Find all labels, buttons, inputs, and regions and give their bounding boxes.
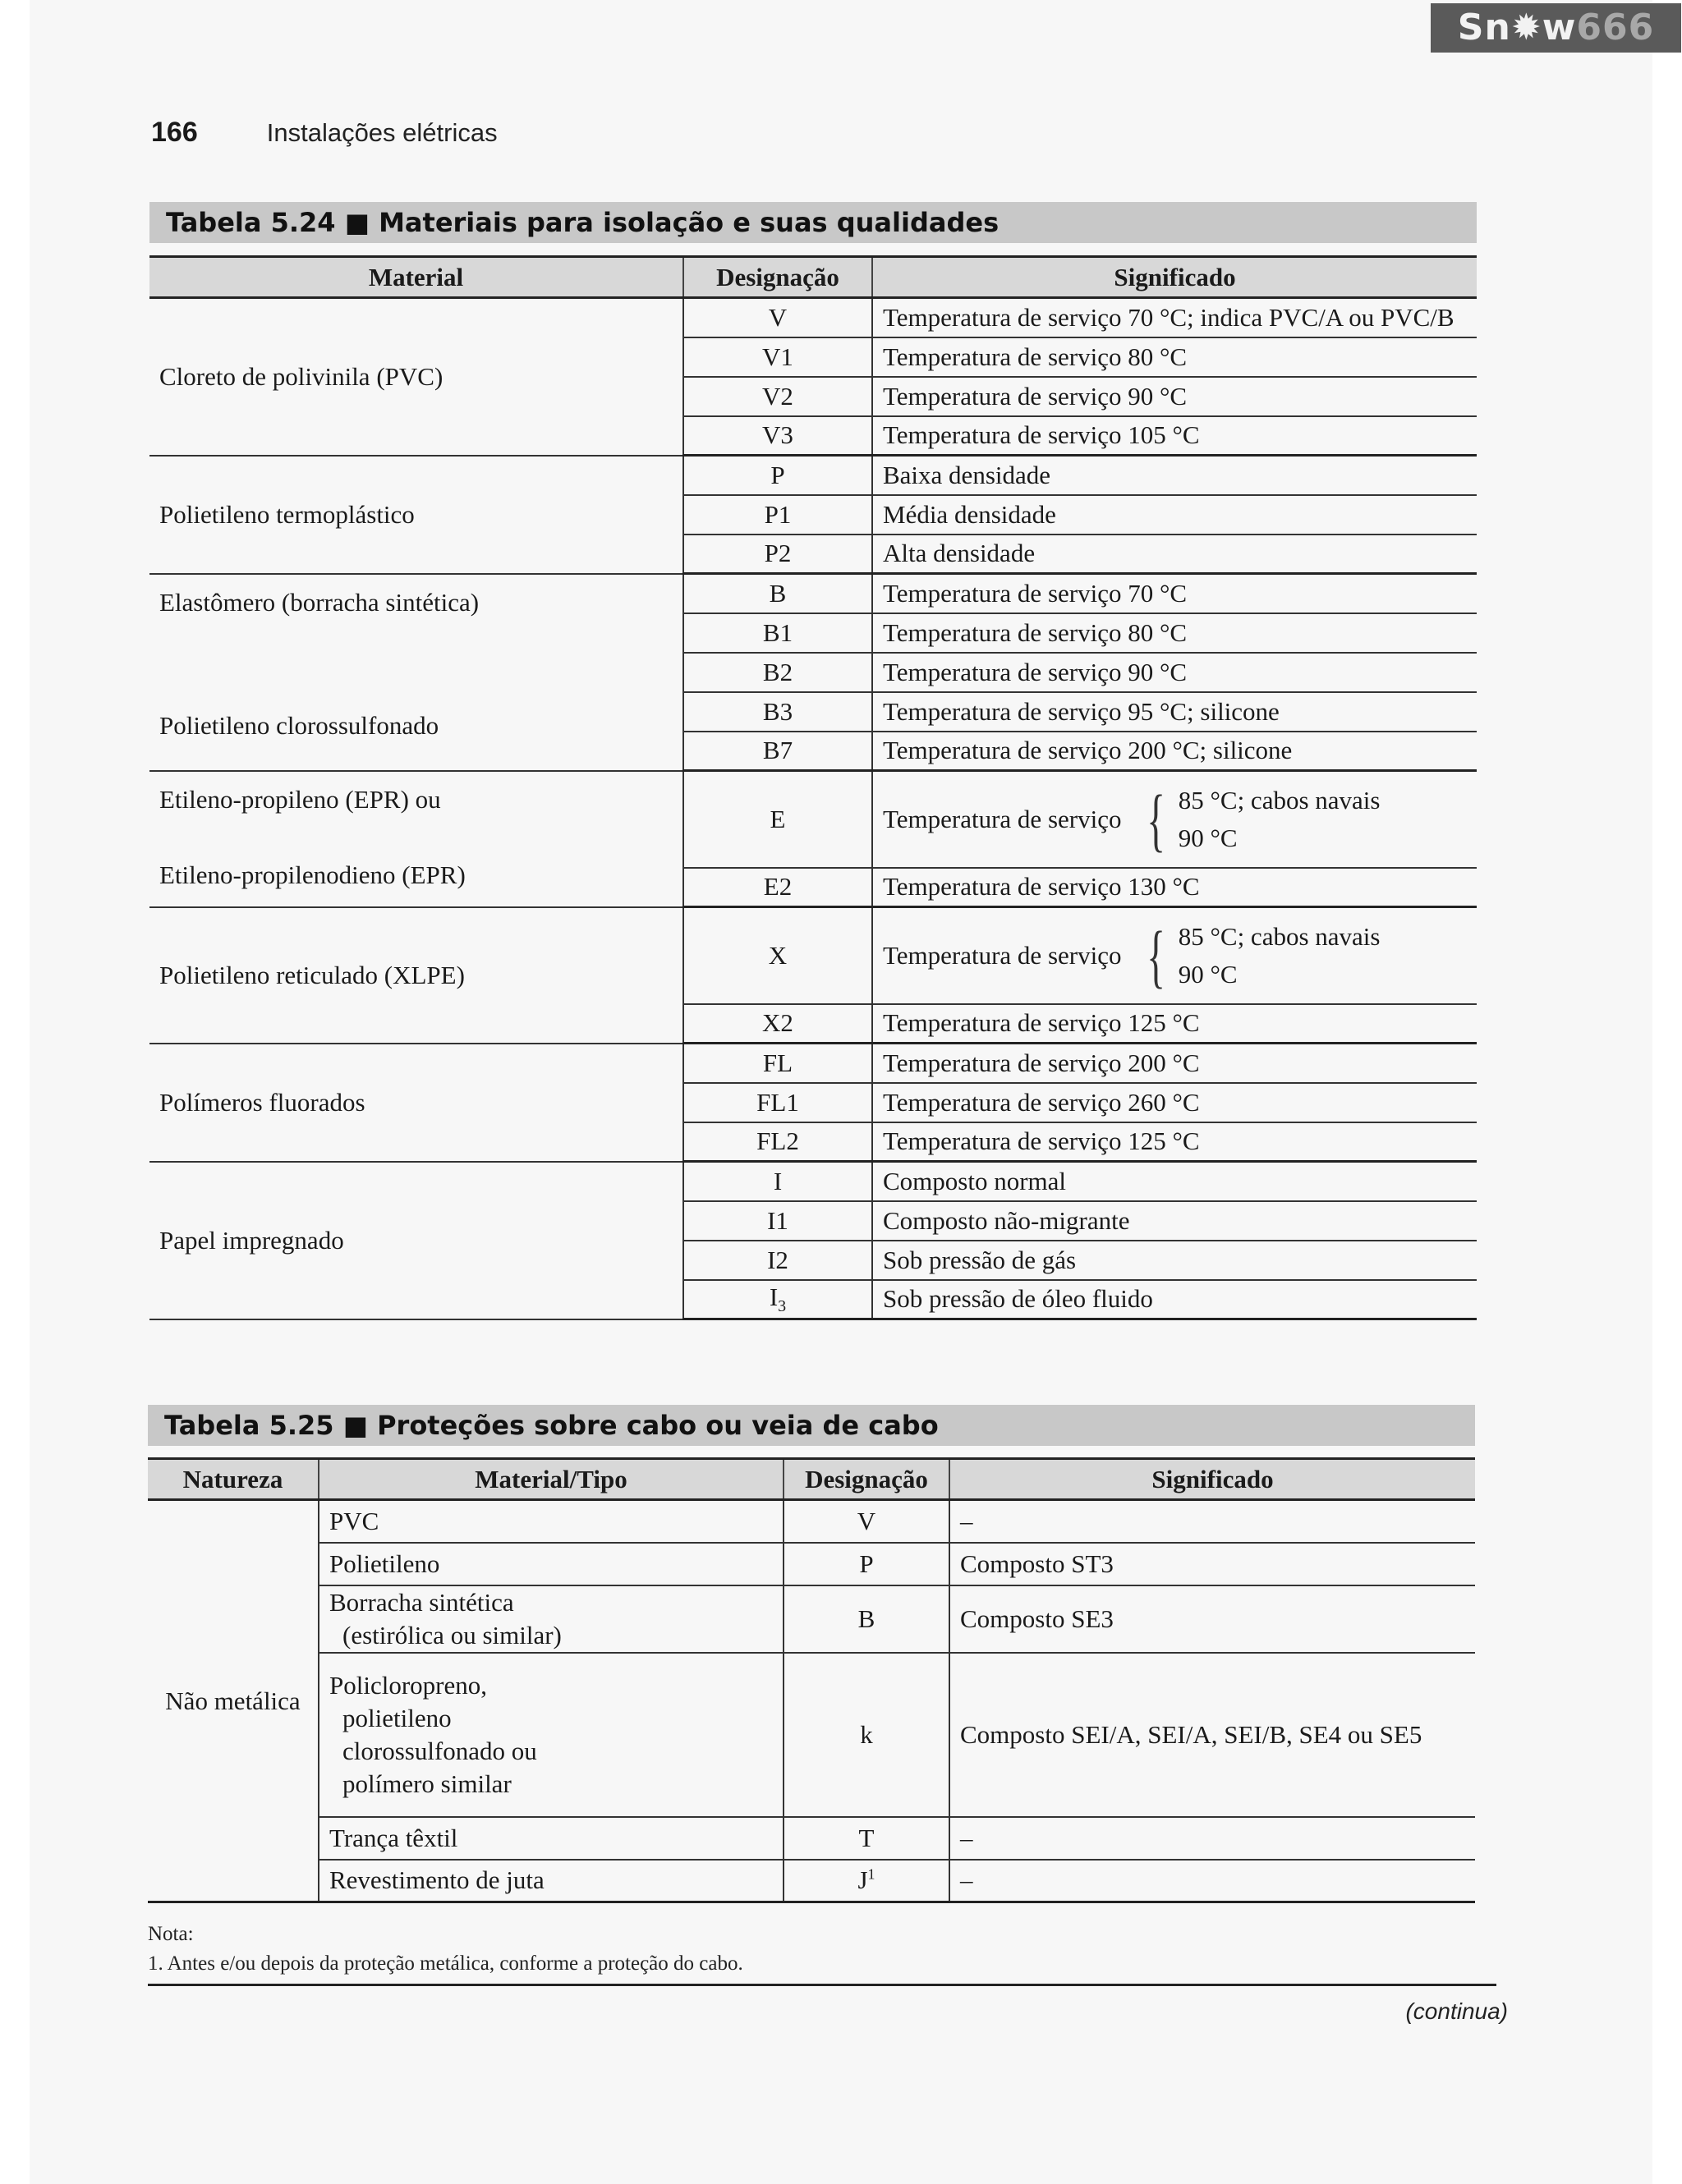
meaning-cell: Temperatura de serviço 80 °C (872, 613, 1477, 653)
designation-cell (683, 732, 872, 771)
designation-cell (683, 416, 872, 456)
meaning-cell: Sob pressão de óleo fluido (872, 1280, 1477, 1319)
designation-code: P (770, 460, 785, 489)
material-cell (149, 574, 683, 771)
material-name: Etileno-propilenodieno (EPR) (159, 860, 466, 889)
designation-cell (784, 1500, 949, 1543)
material-line: polietileno (342, 1703, 452, 1732)
table-row (148, 1653, 1475, 1817)
material-type-cell (319, 1543, 784, 1585)
designation-code: E (770, 804, 786, 833)
designation-cell (784, 1543, 949, 1585)
meaning-cell: Baixa densidade (872, 456, 1477, 495)
designation-cell (683, 1004, 872, 1044)
table-row (149, 298, 1477, 337)
column-header-designacao: Designação (683, 257, 872, 298)
table-row (148, 1817, 1475, 1860)
table-row (149, 907, 1477, 1004)
meaning-cell: Temperatura de serviço 90 °C (872, 377, 1477, 416)
brace-symbol: { (1147, 779, 1166, 859)
note-label: Nota: (148, 1923, 194, 1945)
meaning-text: Temperatura de serviço (883, 804, 1122, 833)
table-row (148, 1543, 1475, 1585)
material-line: Policloropreno, (329, 1670, 487, 1700)
meaning-cell: – (949, 1500, 1475, 1543)
table-row (149, 574, 1477, 613)
designation-cell (683, 907, 872, 1004)
designation-code: P (859, 1549, 874, 1578)
meaning-cell: Temperatura de serviço 70 °C; indica PVC/A ou PVC/B (872, 298, 1477, 337)
meaning-cell: Composto SE3 (949, 1585, 1475, 1653)
brace-symbol: { (1147, 915, 1166, 995)
meaning-cell: Temperatura de serviço 95 °C; silicone (872, 692, 1477, 732)
continues-label: (continua) (1405, 1998, 1508, 2024)
meaning-cell: – (949, 1817, 1475, 1860)
table-row (148, 1860, 1475, 1902)
watermark-logo: Sn✹w666 (1431, 3, 1681, 53)
material-cell: Papel impregnado (149, 1162, 683, 1319)
designation-code: E2 (763, 872, 793, 902)
table-row (148, 1585, 1475, 1653)
designation-code: X (768, 940, 788, 970)
designation-code: V3 (762, 420, 793, 450)
column-header-designacao: Designação (784, 1459, 949, 1500)
designation-code: B (857, 1604, 875, 1633)
designation-cell (683, 692, 872, 732)
meaning-cell: Temperatura de serviço 260 °C (872, 1083, 1477, 1122)
designation-code: J (857, 1865, 868, 1895)
meaning-cell: Temperatura de serviço 90 °C (872, 653, 1477, 692)
designation-code: FL (762, 1048, 793, 1077)
meaning-cell: Temperatura de serviço 200 °C; silicone (872, 732, 1477, 771)
note-text: 1. Antes e/ou depois da proteção metálica, conforme a proteção do cabo. (148, 1952, 743, 1975)
designation-code: FL2 (756, 1126, 799, 1156)
column-header-natureza: Natureza (148, 1459, 319, 1500)
meaning-cell: – (949, 1860, 1475, 1902)
table-524-caption: Tabela 5.24 ■ Materiais para isolação e suas qualidades (149, 202, 1477, 243)
designation-cell (683, 1122, 872, 1162)
designation-code: I2 (767, 1245, 788, 1274)
meaning-cell: Alta densidade (872, 535, 1477, 574)
meaning-cell: Temperatura de serviço 130 °C (872, 868, 1477, 907)
meaning-cell: Composto normal (872, 1162, 1477, 1201)
meaning-cell: Temperatura de serviço 80 °C (872, 337, 1477, 377)
meaning-cell: Composto não-migrante (872, 1201, 1477, 1241)
designation-cell (683, 535, 872, 574)
designation-superscript: 1 (867, 1865, 875, 1883)
designation-code: FL1 (756, 1087, 799, 1117)
brace-group (883, 915, 1467, 995)
table-row (149, 1044, 1477, 1083)
table-note (148, 1920, 1495, 1979)
designation-cell (683, 1241, 872, 1280)
material-cell: Polímeros fluorados (149, 1044, 683, 1162)
designation-cell (683, 337, 872, 377)
snowflake-icon: ✹ (1510, 7, 1542, 48)
option-item: 90 °C (1178, 959, 1238, 989)
material-line: clorossulfonado ou (342, 1736, 537, 1765)
designation-cell (683, 1201, 872, 1241)
designation-subscript: 3 (778, 1296, 787, 1315)
table-row (149, 456, 1477, 495)
designation-code: B7 (762, 736, 793, 765)
material-cell: Polietileno termoplástico (149, 456, 683, 574)
designation-cell (683, 574, 872, 613)
material-line: Polietileno (329, 1549, 440, 1578)
material-cell (149, 771, 683, 907)
designation-cell (683, 1044, 872, 1083)
designation-code: I (769, 1282, 779, 1311)
material-type-cell (319, 1500, 784, 1543)
designation-cell (683, 298, 872, 337)
table-525 (148, 1457, 1475, 1903)
running-header (151, 117, 498, 156)
material-type-cell (319, 1585, 784, 1653)
designation-code: B3 (762, 696, 793, 726)
meaning-cell: Temperatura de serviço 70 °C (872, 574, 1477, 613)
table-row (148, 1500, 1475, 1543)
option-item: 85 °C; cabos navais (1178, 921, 1381, 951)
meaning-cell: Composto ST3 (949, 1543, 1475, 1585)
designation-code: k (860, 1719, 873, 1749)
table-525-caption: Tabela 5.25 ■ Proteções sobre cabo ou veia de cabo (148, 1405, 1475, 1446)
nature-cell: Não metálica (148, 1500, 319, 1902)
designation-code: X2 (762, 1008, 793, 1038)
designation-cell (784, 1817, 949, 1860)
designation-cell (784, 1585, 949, 1653)
column-header-significado: Significado (949, 1459, 1475, 1500)
designation-code: V (768, 302, 788, 332)
designation-code: I (773, 1166, 783, 1195)
column-header-significado: Significado (872, 257, 1477, 298)
option-list (1179, 782, 1381, 857)
designation-cell (784, 1860, 949, 1902)
material-cell: Polietileno reticulado (XLPE) (149, 907, 683, 1044)
designation-cell (683, 1162, 872, 1201)
material-cell: Cloreto de polivinila (PVC) (149, 298, 683, 456)
divider (148, 1984, 1496, 1986)
designation-code: V2 (762, 381, 793, 411)
material-name: Etileno-propileno (EPR) ou (159, 784, 441, 814)
table-header-row (148, 1459, 1475, 1500)
book-title: Instalações elétricas (266, 118, 498, 147)
table-header-row (149, 257, 1477, 298)
meaning-cell: Temperatura de serviço 200 °C (872, 1044, 1477, 1083)
table-row (149, 1162, 1477, 1201)
table-row (149, 771, 1477, 868)
material-line: (estirólica ou similar) (342, 1620, 562, 1649)
option-item: 85 °C; cabos navais (1178, 785, 1381, 814)
designation-code: V1 (762, 342, 793, 371)
meaning-cell: Temperatura de serviço 125 °C (872, 1122, 1477, 1162)
designation-code: T (858, 1823, 875, 1852)
designation-cell (683, 653, 872, 692)
designation-code: B2 (762, 657, 793, 686)
designation-code: V (857, 1506, 876, 1535)
material-line: PVC (329, 1506, 379, 1535)
designation-code: P1 (764, 499, 792, 529)
material-name: Polietileno clorossulfonado (159, 710, 439, 740)
designation-cell (683, 377, 872, 416)
meaning-cell: Temperatura de serviço 125 °C (872, 1004, 1477, 1044)
meaning-cell (872, 771, 1477, 868)
material-type-cell (319, 1653, 784, 1817)
designation-cell (683, 868, 872, 907)
designation-cell (683, 613, 872, 653)
meaning-cell: Média densidade (872, 495, 1477, 535)
material-type-cell (319, 1817, 784, 1860)
designation-code: B1 (762, 617, 793, 647)
brace-group (883, 779, 1467, 859)
material-line: polímero similar (342, 1769, 512, 1798)
meaning-text: Temperatura de serviço (883, 940, 1122, 970)
designation-code: P2 (764, 539, 792, 568)
meaning-cell: Composto SEI/A, SEI/A, SEI/B, SE4 ou SE5 (949, 1653, 1475, 1817)
designation-cell (683, 1083, 872, 1122)
material-type-cell (319, 1860, 784, 1902)
meaning-cell: Temperatura de serviço 105 °C (872, 416, 1477, 456)
spacer (159, 816, 673, 859)
designation-cell (683, 771, 872, 868)
meaning-cell (872, 907, 1477, 1004)
column-header-material-tipo: Material/Tipo (319, 1459, 784, 1500)
option-list (1179, 918, 1381, 993)
designation-cell (784, 1653, 949, 1817)
page-number: 166 (151, 117, 198, 148)
meaning-cell: Sob pressão de gás (872, 1241, 1477, 1280)
designation-cell (683, 495, 872, 535)
column-header-material: Material (149, 257, 683, 298)
spacer (159, 619, 673, 709)
material-line: Borracha sintética (329, 1587, 514, 1617)
designation-cell (683, 456, 872, 495)
designation-code: B (769, 578, 787, 608)
table-524 (149, 255, 1477, 1320)
material-line: Revestimento de juta (329, 1865, 545, 1895)
material-name: Elastômero (borracha sintética) (159, 587, 480, 617)
designation-code: I1 (767, 1205, 788, 1235)
option-item: 90 °C (1178, 823, 1238, 852)
material-line: Trança têxtil (329, 1823, 458, 1852)
designation-cell (683, 1280, 872, 1319)
